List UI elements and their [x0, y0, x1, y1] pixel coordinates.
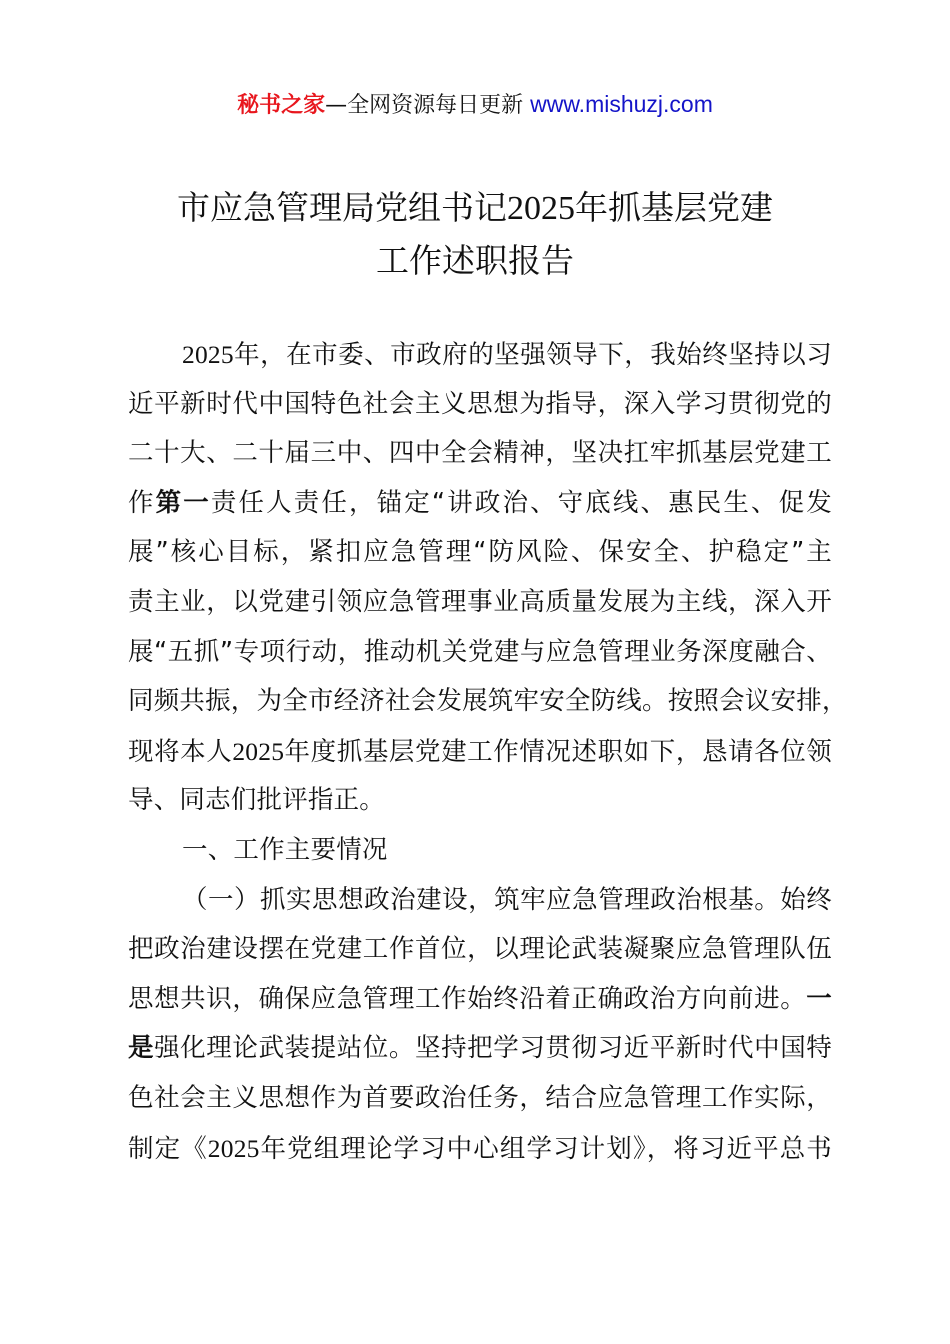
text-segment: 制定《: [128, 1133, 208, 1164]
title-line-1-part-a: 市应急管理局党组书记: [177, 188, 507, 227]
site-banner: [0, 88, 950, 122]
banner-brand: 秘书之家: [237, 93, 326, 118]
text-line: [128, 677, 848, 727]
document-body: [128, 330, 848, 1173]
text-line: [128, 1024, 832, 1074]
text-segment: 色社会主义思想作为首要政治任务，结合应急管理工作实际，: [128, 1082, 832, 1113]
text-segment: 近平新时代中国特色社会主义思想为指导，深入学习贯彻党的: [128, 388, 832, 419]
title-line-1: [0, 182, 950, 235]
text-line: [128, 330, 832, 380]
banner-slogan: —全网资源每日更新: [325, 93, 524, 118]
text-segment: 年，在市委、市政府的坚强领导下，我始终坚持以习: [233, 340, 832, 370]
text-segment: 责任人责任，锚定“讲政治、守底线、惠民生、促发: [210, 487, 832, 518]
title-year: 2025: [507, 190, 575, 227]
number-text: 2025: [232, 736, 285, 766]
text-line: [128, 1074, 832, 1124]
text-line: [128, 380, 832, 430]
title-line-2: 工作述职报告: [376, 241, 574, 280]
text-line: [128, 975, 832, 1025]
text-segment: 一、工作主要情况: [182, 834, 388, 865]
text-segment: 现将本人: [128, 736, 233, 767]
text-line: [128, 1124, 832, 1174]
text-segment: 同频共振，为全市经济社会发展筑牢安全防线。按照会议安排，: [128, 686, 848, 717]
text-line: [128, 528, 832, 578]
bold-text: 是: [128, 1033, 155, 1064]
text-line: [128, 628, 832, 678]
text-segment: 导、同志们批评指正。: [128, 785, 386, 816]
text-line: [128, 578, 832, 628]
text-line: [128, 727, 832, 777]
text-segment: 展“五抓”专项行动，推动机关党建与应急管理业务深度融合、: [128, 636, 832, 667]
text-line: [128, 826, 832, 876]
text-line: [128, 429, 832, 479]
text-segment: 展”核心目标，紧扣应急管理“防风险、保安全、护稳定”主: [128, 537, 832, 568]
text-line: [128, 925, 832, 975]
text-segment: 年党组理论学习中心组学习计划》，将习近平总书: [259, 1133, 832, 1164]
text-segment: （一）抓实思想政治建设，筑牢应急管理政治根基。始终: [182, 884, 832, 915]
text-segment: 年度抓基层党建工作情况述职如下，恳请各位领: [284, 736, 832, 767]
text-segment: 强化理论武装提站位。坚持把学习贯彻习近平新时代中国特: [154, 1033, 833, 1064]
number-text: 2025: [182, 340, 234, 369]
document-title: [0, 182, 950, 287]
number-text: 2025: [207, 1133, 260, 1163]
text-line: [128, 479, 832, 529]
text-segment: 思想共识，确保应急管理工作始终沿着正确政治方向前进。: [128, 983, 807, 1014]
text-line: [128, 776, 832, 826]
title-line-1-part-b: 年抓基层党建: [575, 188, 773, 227]
text-segment: 责主业，以党建引领应急管理事业高质量发展为主线，深入开: [128, 586, 832, 617]
bold-text: 一: [806, 983, 832, 1014]
banner-url-link[interactable]: www.mishuzj.com: [530, 91, 713, 117]
text-segment: 作: [128, 487, 156, 518]
text-segment: 把政治建设摆在党建工作首位，以理论武装凝聚应急管理队伍: [128, 934, 832, 965]
text-line: [128, 876, 832, 926]
bold-text: 第一: [155, 487, 211, 518]
text-segment: 二十大、二十届三中、四中全会精神，坚决扛牢抓基层党建工: [128, 438, 832, 469]
